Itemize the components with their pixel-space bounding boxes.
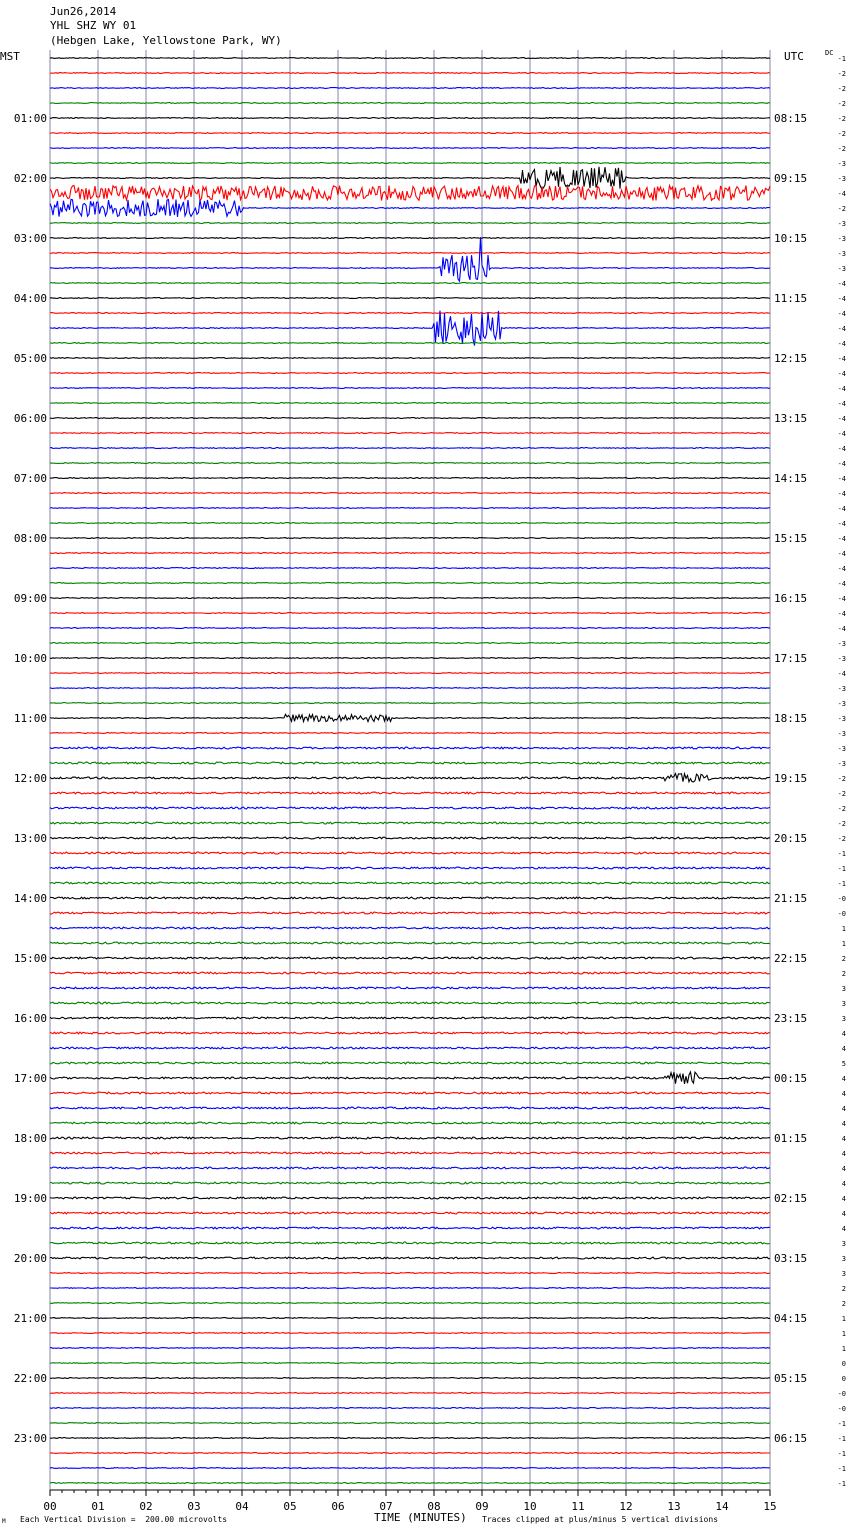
- x-tick-label: 12: [619, 1500, 633, 1513]
- trace-offset-label: -3: [837, 220, 846, 228]
- seismic-trace: [50, 448, 770, 449]
- right-hour-label: 17:15: [774, 652, 808, 665]
- seismic-trace: [50, 867, 770, 869]
- seismic-trace: [50, 538, 770, 539]
- seismic-trace: [50, 553, 770, 554]
- trace-offset-label: -4: [837, 430, 846, 438]
- seismic-trace: [50, 714, 770, 721]
- minute-gridlines: [50, 50, 770, 1496]
- seismic-trace: [50, 583, 770, 584]
- seismic-trace: [50, 807, 770, 809]
- seismic-trace: [50, 688, 770, 689]
- right-hour-label: 08:15: [774, 112, 808, 125]
- seismic-trace: [50, 358, 770, 359]
- seismic-trace: [50, 311, 770, 346]
- left-hour-label: 01:00: [13, 112, 47, 125]
- seismic-trace: [50, 103, 770, 104]
- trace-offset-label: -4: [837, 460, 846, 468]
- trace-offset-label: -3: [837, 760, 846, 768]
- right-hour-label: 15:15: [774, 532, 808, 545]
- seismic-trace: [50, 1483, 770, 1484]
- trace-offset-label: 4: [841, 1075, 846, 1083]
- trace-offset-label: -3: [837, 745, 846, 753]
- right-hour-label: 10:15: [774, 232, 808, 245]
- trace-offset-label: 4: [841, 1180, 846, 1188]
- seismic-trace: [50, 373, 770, 374]
- right-timezone-label: UTC: [784, 50, 804, 63]
- right-hour-label: 03:15: [774, 1252, 808, 1265]
- seismic-trace: [50, 1468, 770, 1469]
- trace-offset-label: -4: [837, 280, 846, 288]
- seismic-trace: [50, 283, 770, 284]
- trace-offset-label: -2: [837, 130, 846, 138]
- left-hour-label: 08:00: [13, 532, 47, 545]
- trace-offset-label: -4: [837, 445, 846, 453]
- station-label: YHL SHZ WY 01: [50, 19, 137, 32]
- trace-offset-label: 4: [841, 1135, 846, 1143]
- seismic-trace: [50, 1288, 770, 1289]
- seismic-trace: [50, 942, 770, 944]
- trace-offset-label: -3: [837, 640, 846, 648]
- seismic-trace: [50, 523, 770, 524]
- right-hour-label: 20:15: [774, 832, 808, 845]
- trace-offset-label: -2: [837, 805, 846, 813]
- seismic-trace: [50, 897, 770, 899]
- trace-offset-label: -4: [837, 610, 846, 618]
- seismic-trace: [50, 1107, 770, 1109]
- left-hour-label: 05:00: [13, 352, 47, 365]
- seismic-trace: [50, 882, 770, 884]
- trace-offset-label: -2: [837, 775, 846, 783]
- left-hour-label: 21:00: [13, 1312, 47, 1325]
- trace-offset-label: 2: [841, 970, 846, 978]
- seismic-trace: [50, 658, 770, 659]
- x-tick-label: 03: [187, 1500, 201, 1513]
- seismic-trace: [50, 238, 770, 239]
- seismic-trace: [50, 1257, 770, 1259]
- left-hour-label: 11:00: [13, 712, 47, 725]
- left-hour-label: 06:00: [13, 412, 47, 425]
- seismic-trace: [50, 433, 770, 434]
- left-timezone-label: MST: [0, 50, 20, 63]
- seismic-trace: [50, 613, 770, 614]
- right-hour-label: 02:15: [774, 1192, 808, 1205]
- trace-offset-label: -4: [837, 595, 846, 603]
- seismic-trace: [50, 298, 770, 299]
- left-hour-label: 17:00: [13, 1072, 47, 1085]
- location-label: (Hebgen Lake, Yellowstone Park, WY): [50, 34, 282, 47]
- trace-offset-label: -4: [837, 490, 846, 498]
- seismic-trace: [50, 643, 770, 644]
- seismic-trace: [50, 403, 770, 404]
- seismic-trace: [50, 199, 770, 217]
- left-hour-label: 13:00: [13, 832, 47, 845]
- seismic-trace: [50, 822, 770, 824]
- seismic-trace: [50, 1152, 770, 1154]
- seismic-trace: [50, 1072, 770, 1084]
- seismic-trace: [50, 1333, 770, 1334]
- trace-offset-label: 4: [841, 1150, 846, 1158]
- trace-offset-label: 1: [841, 925, 846, 933]
- trace-offset-label: -3: [837, 265, 846, 273]
- trace-offset-label: 3: [841, 985, 846, 993]
- right-hour-label: 18:15: [774, 712, 808, 725]
- left-hour-label: 23:00: [13, 1432, 47, 1445]
- trace-offset-label: -0: [837, 1405, 846, 1413]
- seismic-trace: [50, 1002, 770, 1004]
- x-tick-label: 09: [475, 1500, 489, 1513]
- trace-offset-label: 5: [841, 1060, 846, 1068]
- right-hour-label: 01:15: [774, 1132, 808, 1145]
- seismic-trace: [50, 1438, 770, 1439]
- trace-offset-label: -3: [837, 685, 846, 693]
- trace-offset-label: -4: [837, 580, 846, 588]
- trace-offset-label: -1: [837, 55, 846, 63]
- seismic-trace: [50, 1318, 770, 1319]
- trace-offset-label: 3: [841, 1270, 846, 1278]
- trace-offset-label: 4: [841, 1195, 846, 1203]
- x-tick-label: 07: [379, 1500, 393, 1513]
- seismic-trace: [50, 148, 770, 149]
- trace-offset-label: 4: [841, 1210, 846, 1218]
- trace-offset-label: 0: [841, 1360, 846, 1368]
- left-hour-label: 22:00: [13, 1372, 47, 1385]
- trace-offset-label: -4: [837, 520, 846, 528]
- seismic-trace: [50, 1092, 770, 1094]
- x-tick-label: 01: [91, 1500, 105, 1513]
- left-hour-label: 20:00: [13, 1252, 47, 1265]
- trace-offset-label: -4: [837, 670, 846, 678]
- axis-labels: [14, 55, 846, 1513]
- left-hour-label: 10:00: [13, 652, 47, 665]
- trace-offset-label: -4: [837, 310, 846, 318]
- trace-offset-label: -4: [837, 355, 846, 363]
- trace-offset-label: 4: [841, 1045, 846, 1053]
- seismic-trace: [50, 253, 770, 254]
- trace-offset-label: -4: [837, 475, 846, 483]
- x-tick-label: 02: [139, 1500, 153, 1513]
- left-hour-label: 07:00: [13, 472, 47, 485]
- seismic-trace: [50, 313, 770, 314]
- seismic-trace: [50, 1167, 770, 1169]
- seismic-trace: [50, 568, 770, 569]
- seismic-trace: [50, 1423, 770, 1424]
- seismic-trace: [50, 1137, 770, 1139]
- trace-offset-label: 1: [841, 1330, 846, 1338]
- trace-offset-label: -1: [837, 880, 846, 888]
- seismic-trace: [50, 703, 770, 704]
- date-label: Jun26,2014: [50, 5, 117, 18]
- seismic-trace: [50, 852, 770, 854]
- seismic-trace: [50, 73, 770, 74]
- x-tick-label: 08: [427, 1500, 441, 1513]
- seismic-trace: [50, 88, 770, 89]
- right-hour-label: 12:15: [774, 352, 808, 365]
- trace-offset-label: 0: [841, 1375, 846, 1383]
- trace-offset-label: 4: [841, 1105, 846, 1113]
- trace-offset-label: -3: [837, 730, 846, 738]
- trace-offset-label: -1: [837, 1435, 846, 1443]
- dc-label: DC: [825, 49, 834, 57]
- trace-offset-label: -4: [837, 370, 846, 378]
- trace-offset-label: -2: [837, 115, 846, 123]
- seismic-trace: [50, 747, 770, 749]
- trace-offset-label: 4: [841, 1090, 846, 1098]
- seismic-trace: [50, 598, 770, 599]
- seismic-trace: [50, 957, 770, 959]
- right-hour-label: 11:15: [774, 292, 808, 305]
- right-hour-label: 06:15: [774, 1432, 808, 1445]
- trace-offset-label: -2: [837, 820, 846, 828]
- seismic-trace: [50, 1363, 770, 1364]
- seismic-trace: [50, 1453, 770, 1454]
- seismic-traces: [50, 58, 770, 1484]
- trace-offset-label: -0: [837, 895, 846, 903]
- seismic-trace: [50, 1393, 770, 1394]
- seismic-trace: [50, 1378, 770, 1379]
- trace-offset-label: -4: [837, 505, 846, 513]
- seismic-trace: [50, 508, 770, 509]
- x-tick-label: 04: [235, 1500, 249, 1513]
- seismic-trace: [50, 1273, 770, 1274]
- x-tick-label: 10: [523, 1500, 537, 1513]
- seismic-trace: [50, 133, 770, 134]
- seismic-trace: [50, 1303, 770, 1304]
- trace-offset-label: -4: [837, 415, 846, 423]
- right-hour-label: 23:15: [774, 1012, 808, 1025]
- right-hour-label: 04:15: [774, 1312, 808, 1325]
- right-hour-label: 09:15: [774, 172, 808, 185]
- trace-offset-label: 4: [841, 1225, 846, 1233]
- seismic-trace: [50, 912, 770, 914]
- seismic-trace: [50, 343, 770, 344]
- trace-offset-label: 1: [841, 1315, 846, 1323]
- right-hour-label: 16:15: [774, 592, 808, 605]
- seismic-trace: [50, 1122, 770, 1124]
- seismic-trace: [50, 1212, 770, 1214]
- seismic-trace: [50, 987, 770, 989]
- trace-offset-label: -4: [837, 565, 846, 573]
- right-hour-label: 13:15: [774, 412, 808, 425]
- seismic-trace: [50, 1197, 770, 1199]
- x-axis-title: TIME (MINUTES): [374, 1511, 467, 1524]
- trace-offset-label: -4: [837, 325, 846, 333]
- left-hour-label: 12:00: [13, 772, 47, 785]
- left-hour-label: 16:00: [13, 1012, 47, 1025]
- trace-offset-label: -2: [837, 205, 846, 213]
- trace-offset-label: 4: [841, 1165, 846, 1173]
- seismic-trace: [50, 1182, 770, 1184]
- seismic-trace: [50, 167, 770, 189]
- seismic-trace: [50, 774, 770, 782]
- left-hour-label: 02:00: [13, 172, 47, 185]
- trace-offset-label: -4: [837, 340, 846, 348]
- left-hour-label: 19:00: [13, 1192, 47, 1205]
- clip-note: Traces clipped at plus/minus 5 vertical divisions: [482, 1515, 719, 1524]
- trace-offset-label: -2: [837, 145, 846, 153]
- trace-offset-label: -1: [837, 1480, 846, 1488]
- trace-offset-label: -4: [837, 190, 846, 198]
- trace-offset-label: -1: [837, 1450, 846, 1458]
- seismic-trace: [50, 792, 770, 794]
- trace-offset-label: -4: [837, 550, 846, 558]
- right-hour-label: 05:15: [774, 1372, 808, 1385]
- trace-offset-label: -2: [837, 85, 846, 93]
- trace-offset-label: 3: [841, 1015, 846, 1023]
- trace-offset-label: -1: [837, 1465, 846, 1473]
- trace-offset-label: -1: [837, 850, 846, 858]
- trace-offset-label: -3: [837, 715, 846, 723]
- left-hour-label: 14:00: [13, 892, 47, 905]
- seismic-trace: [50, 628, 770, 629]
- right-hour-label: 14:15: [774, 472, 808, 485]
- right-hour-label: 00:15: [774, 1072, 808, 1085]
- trace-offset-label: -3: [837, 700, 846, 708]
- trace-offset-label: -1: [837, 865, 846, 873]
- trace-offset-label: 3: [841, 1000, 846, 1008]
- x-tick-label: 11: [571, 1500, 585, 1513]
- right-hour-label: 22:15: [774, 952, 808, 965]
- seismic-trace: [50, 837, 770, 839]
- left-hour-label: 09:00: [13, 592, 47, 605]
- x-tick-label: 15: [763, 1500, 777, 1513]
- trace-offset-label: -2: [837, 835, 846, 843]
- trace-offset-label: -2: [837, 70, 846, 78]
- seismic-trace: [50, 1032, 770, 1034]
- seismic-trace: [50, 463, 770, 464]
- seismic-trace: [50, 388, 770, 389]
- seismic-trace: [50, 1348, 770, 1349]
- trace-offset-label: -4: [837, 295, 846, 303]
- seismic-trace: [50, 478, 770, 479]
- trace-offset-label: -2: [837, 790, 846, 798]
- seismic-trace: [50, 1062, 770, 1064]
- seismic-trace: [50, 1408, 770, 1409]
- seismic-trace: [50, 223, 770, 224]
- x-tick-label: 14: [715, 1500, 729, 1513]
- seismic-trace: [50, 1047, 770, 1049]
- trace-offset-label: 2: [841, 955, 846, 963]
- trace-offset-label: 4: [841, 1120, 846, 1128]
- seismic-trace: [50, 972, 770, 974]
- seismic-trace: [50, 418, 770, 419]
- scale-note: Each Vertical Division = 200.00 microvolts: [20, 1515, 228, 1524]
- trace-offset-label: 3: [841, 1240, 846, 1248]
- seismic-trace: [50, 1227, 770, 1229]
- trace-offset-label: 2: [841, 1300, 846, 1308]
- x-tick-label: 13: [667, 1500, 681, 1513]
- trace-offset-label: -3: [837, 235, 846, 243]
- trace-offset-label: -4: [837, 385, 846, 393]
- seismic-trace: [50, 1242, 770, 1244]
- trace-offset-label: -4: [837, 625, 846, 633]
- left-hour-label: 18:00: [13, 1132, 47, 1145]
- seismic-trace: [50, 1017, 770, 1019]
- seismic-trace: [50, 237, 770, 281]
- trace-offset-label: 1: [841, 940, 846, 948]
- trace-offset-label: -3: [837, 175, 846, 183]
- seismic-trace: [50, 733, 770, 734]
- trace-offset-label: -3: [837, 655, 846, 663]
- left-hour-label: 04:00: [13, 292, 47, 305]
- left-hour-label: 15:00: [13, 952, 47, 965]
- x-tick-label: 06: [331, 1500, 345, 1513]
- trace-offset-label: 1: [841, 1345, 846, 1353]
- seismic-trace: [50, 163, 770, 164]
- right-hour-label: 21:15: [774, 892, 808, 905]
- seismic-trace: [50, 186, 770, 201]
- trace-offset-label: 4: [841, 1030, 846, 1038]
- seismic-trace: [50, 493, 770, 494]
- seismic-trace: [50, 762, 770, 764]
- trace-offset-label: -0: [837, 1390, 846, 1398]
- x-tick-label: 00: [43, 1500, 57, 1513]
- x-tick-label: 05: [283, 1500, 297, 1513]
- trace-offset-label: 2: [841, 1285, 846, 1293]
- corner-mark: M: [2, 1518, 6, 1525]
- trace-offset-label: -4: [837, 535, 846, 543]
- trace-offset-label: -3: [837, 250, 846, 258]
- seismic-trace: [50, 673, 770, 674]
- trace-offset-label: -2: [837, 100, 846, 108]
- trace-offset-label: 3: [841, 1255, 846, 1263]
- trace-offset-label: -3: [837, 160, 846, 168]
- seismic-trace: [50, 58, 770, 59]
- right-hour-label: 19:15: [774, 772, 808, 785]
- seismic-trace: [50, 118, 770, 119]
- left-hour-label: 03:00: [13, 232, 47, 245]
- trace-offset-label: -0: [837, 910, 846, 918]
- trace-offset-label: -1: [837, 1420, 846, 1428]
- seismic-trace: [50, 927, 770, 929]
- trace-offset-label: -4: [837, 400, 846, 408]
